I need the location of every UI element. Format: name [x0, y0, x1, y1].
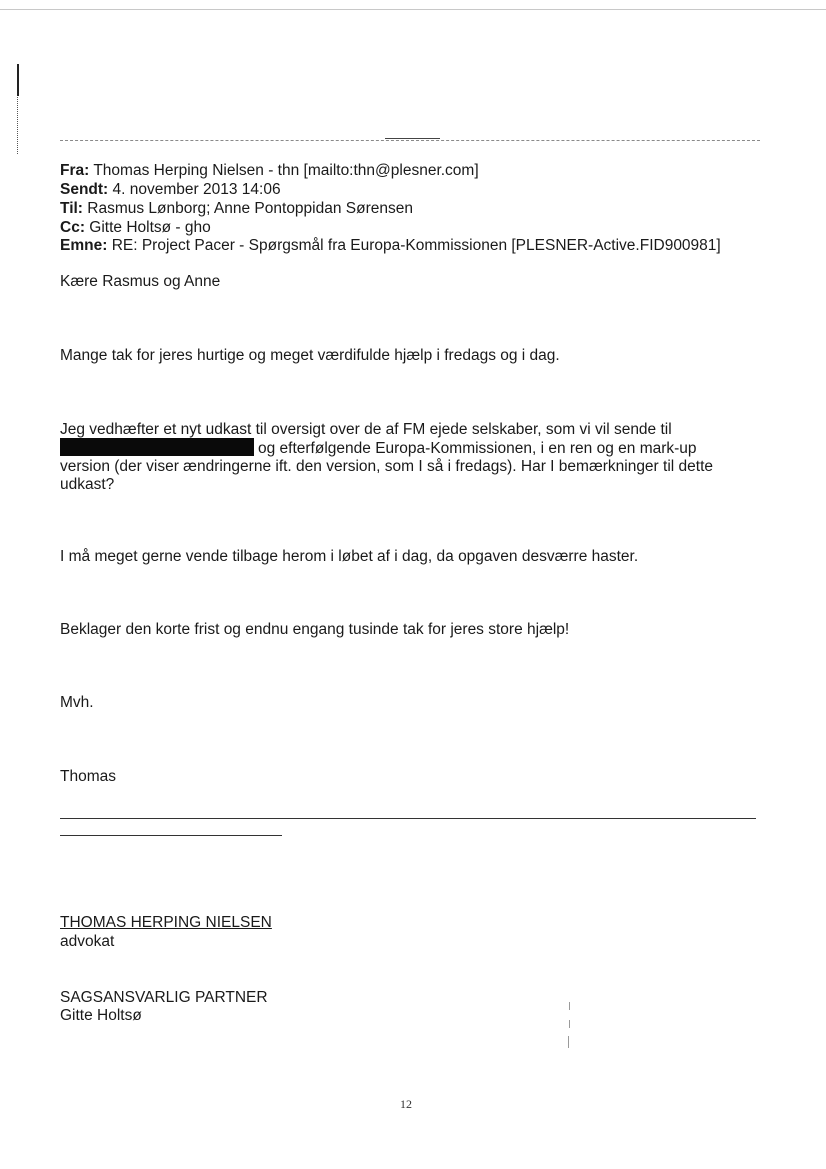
to-value: Rasmus Lønborg; Anne Pontoppidan Sørensen [87, 200, 413, 217]
subject-line [60, 236, 721, 255]
sent-label: Sendt: [60, 181, 109, 198]
header-separator [60, 140, 760, 141]
cc-line [60, 218, 211, 237]
page-number: 12 [400, 1097, 412, 1111]
scan-edge-line [0, 9, 826, 10]
partner-label: SAGSANSVARLIG PARTNER [60, 989, 268, 1006]
scan-speck [569, 1020, 570, 1028]
signature-rule [60, 818, 756, 819]
signature-title: advokat [60, 933, 115, 950]
sent-value: 4. november 2013 14:06 [112, 181, 281, 198]
paragraph-attachment-line1: Jeg vedhæfter et nyt udkast til oversigt over de af FM ejede selskaber, som vi vil sende til [60, 421, 672, 438]
from-value: Thomas Herping Nielsen - thn [mailto:thn@plesner.com] [93, 162, 479, 179]
closing: Mvh. [60, 694, 94, 711]
scan-speck [568, 1036, 569, 1048]
paragraph-thanks: Mange tak for jeres hurtige og meget værdifulde hjælp i fredags og i dag. [60, 347, 560, 364]
paragraph-apology: Beklager den korte frist og endnu engang tusinde tak for jeres store hjælp! [60, 621, 570, 638]
paragraph-attachment-line4: udkast? [60, 476, 115, 493]
scan-speck [569, 1002, 570, 1010]
header-separator-accent [385, 138, 440, 139]
from-line [60, 161, 479, 180]
signature-name: THOMAS HERPING NIELSEN [60, 914, 272, 931]
paragraph-urgency: I må meget gerne vende tilbage herom i løbet af i dag, da opgaven desværre haster. [60, 548, 639, 565]
redaction-block [60, 438, 254, 456]
sent-line [60, 180, 281, 199]
signoff: Thomas [60, 768, 116, 785]
from-label: Fra: [60, 162, 90, 179]
partner-name: Gitte Holtsø [60, 1007, 142, 1024]
paragraph-attachment-line2 [60, 438, 697, 458]
cc-label: Cc: [60, 219, 85, 236]
paragraph-attachment-line3: version (der viser ændringerne ift. den version, som I så i fredags). Har I bemærkninger til dette [60, 458, 713, 475]
greeting: Kære Rasmus og Anne [60, 273, 221, 290]
to-line [60, 199, 413, 218]
signature-rule-short [60, 835, 282, 836]
to-label: Til: [60, 200, 83, 217]
subject-label: Emne: [60, 237, 108, 254]
margin-mark-bar [17, 64, 19, 96]
subject-value: RE: Project Pacer - Spørgsmål fra Europa-Kommissionen [PLESNER-Active.FID900981] [111, 237, 721, 254]
cc-value: Gitte Holtsø - gho [89, 219, 211, 236]
attachment-line2-text: og efterfølgende Europa-Kommissionen, i en ren og en mark-up [258, 440, 697, 457]
